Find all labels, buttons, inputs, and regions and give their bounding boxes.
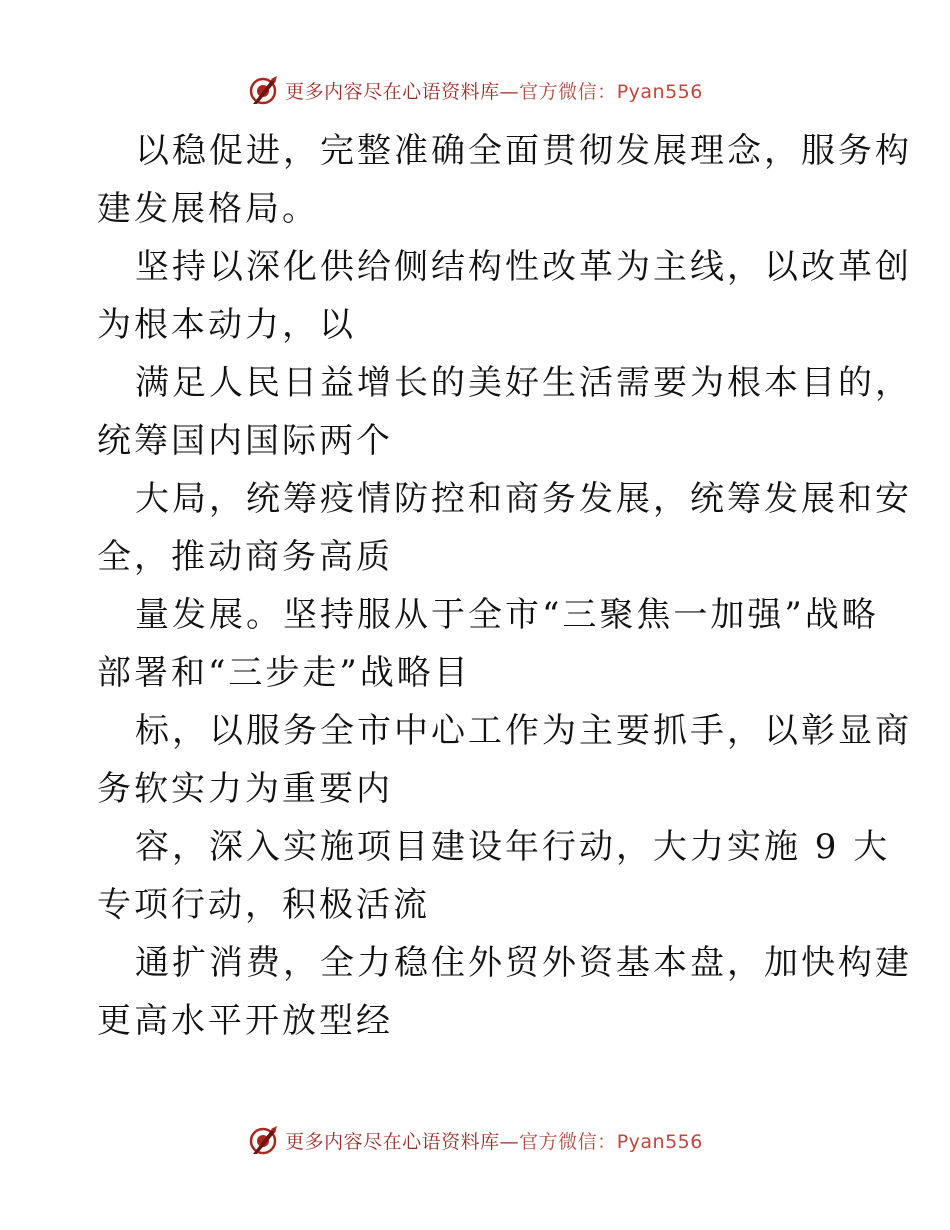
body-line: 专项行动，积极活流 (97, 885, 430, 925)
body-line: 统筹国内国际两个 (97, 421, 393, 461)
site-name: 更多内容尽在心语资料库 (285, 1130, 500, 1153)
body-line: 更高水平开放型经 (97, 1001, 393, 1041)
body-line: 务软实力为重要内 (97, 769, 393, 809)
site-name: 更多内容尽在心语资料库 (285, 80, 500, 103)
wechat-label: 官方微信： (519, 80, 617, 103)
document-body (97, 122, 912, 1050)
footer-banner-text (285, 1127, 703, 1154)
body-line: 为根本动力，以 (97, 305, 356, 345)
body-line: 满足人民日益增长的美好生活需要为根本目的， (135, 363, 912, 403)
body-line: 部署和“三步走”战略目 (97, 653, 471, 693)
header-banner-text (285, 77, 703, 104)
wechat-handle: Pyan556 (616, 80, 703, 103)
body-line: 通扩消费，全力稳住外贸外资基本盘，加快构建 (135, 943, 912, 983)
body-line: 坚持以深化供给侧结构性改革为主线，以改革创 (135, 247, 912, 287)
body-line: 标，以服务全市中心工作为主要抓手，以彰显商 (135, 711, 912, 751)
body-line: 大局，统筹疫情防控和商务发展，统筹发展和安 (135, 479, 912, 519)
footer-banner (0, 1120, 950, 1160)
body-line: 量发展。坚持服从于全市“三聚焦一加强”战略 (135, 595, 879, 635)
body-line: 建发展格局。 (97, 189, 319, 229)
header-banner (0, 70, 950, 110)
wechat-handle: Pyan556 (616, 1130, 703, 1153)
body-line: 全，推动商务高质 (97, 537, 393, 577)
body-line: 以稳促进，完整准确全面贯彻发展理念，服务构 (135, 131, 912, 171)
red-feather-pen-logo-icon (247, 74, 279, 106)
wechat-label: 官方微信： (519, 1130, 617, 1153)
banner-dash: — (499, 1130, 520, 1153)
banner-dash: — (499, 80, 520, 103)
body-line: 容，深入实施项目建设年行动，大力实施 9 大 (135, 827, 891, 867)
red-feather-pen-logo-icon (247, 1124, 279, 1156)
